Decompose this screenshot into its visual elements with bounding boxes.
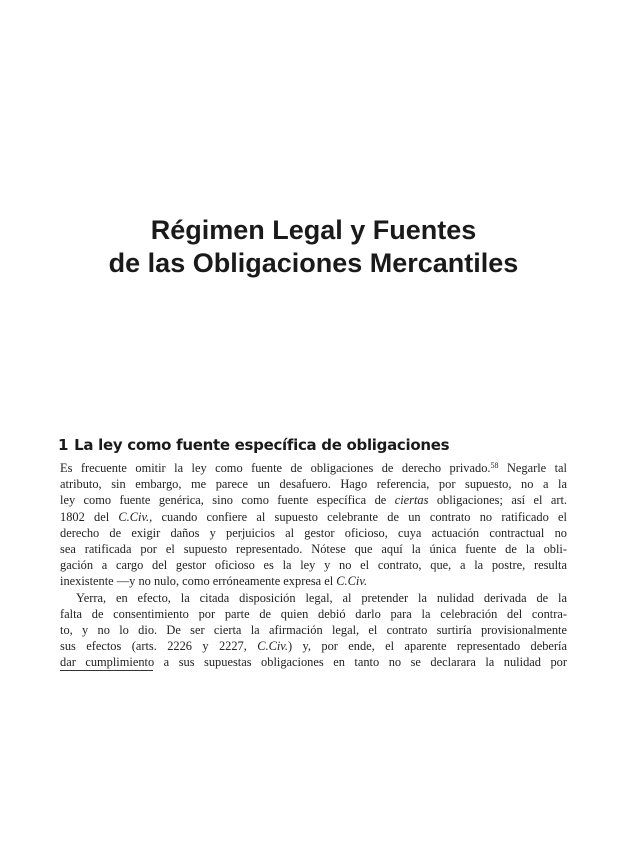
text-line: gación a cargo del gestor oficioso es la ley y no el contrato, que, a la postre, resulta — [60, 558, 567, 573]
chapter-title-line-1: Régimen Legal y Fuentes — [150, 215, 477, 246]
text-segment: obligaciones; así el art. — [428, 493, 567, 508]
italic-text: ciertas — [394, 493, 429, 508]
paragraph-2 — [60, 590, 567, 671]
text-line — [60, 460, 567, 476]
footnote-divider — [60, 670, 153, 671]
italic-text: C.Civ. — [118, 509, 150, 524]
text-line: dar cumplimiento a sus supuestas obligaciones en tanto no se declarara la nulidad por — [60, 655, 567, 670]
text-line: Yerra, en efecto, la citada disposición legal, al pretender la nulidad derivada de la — [76, 590, 567, 605]
footnote-reference: 58 — [490, 461, 499, 470]
text-segment: Negarle tal — [498, 461, 568, 475]
text-line: falta de consentimiento por parte de quien debió darlo para la celebración del contra- — [60, 606, 567, 621]
section-heading — [58, 435, 449, 455]
chapter-title — [0, 214, 627, 280]
text-line — [60, 638, 567, 654]
body-text — [60, 460, 567, 670]
text-segment: inexistente —y no nulo, como erróneamente expresa el — [60, 574, 337, 589]
paragraph-1 — [60, 460, 567, 590]
text-segment: sus efectos (arts. 2226 y 2227, — [60, 639, 258, 654]
text-segment: ley como fuente genérica, sino como fuente específica de — [60, 493, 395, 508]
text-segment: Es frecuente omitir la ley como fuente de obligaciones de derecho privado. — [60, 461, 491, 475]
text-segment: 1802 del — [60, 509, 119, 524]
italic-text: C.Civ. — [336, 574, 368, 589]
text-line: atributo, sin embargo, me parece un desafuero. Hago referencia, por supuesto, no a la — [60, 477, 567, 492]
section-number: 1 — [58, 436, 69, 455]
text-line: derecho de exigir daños y perjuicios al gestor oficioso, cuya actuación contractual no — [60, 525, 567, 540]
text-line: sea ratificada por el supuesto representado. Nótese que aquí la única fuente de la obli- — [60, 541, 567, 556]
chapter-title-line-2: de las Obligaciones Mercantiles — [108, 248, 519, 279]
text-line — [60, 509, 567, 525]
text-segment: , cuando confiere al supuesto celebrante de un contrato no ratificado el — [149, 509, 567, 524]
text-segment: ) y, por ende, el aparente representado debería — [287, 639, 567, 654]
text-line: to, y no lo dio. De ser cierta la afirmación legal, el contrato surtiría provisionalmente — [60, 622, 567, 637]
text-line — [60, 573, 567, 589]
section-title: La ley como fuente específica de obligaciones — [74, 436, 450, 455]
italic-text: C.Civ. — [257, 639, 288, 654]
text-line — [60, 492, 567, 508]
